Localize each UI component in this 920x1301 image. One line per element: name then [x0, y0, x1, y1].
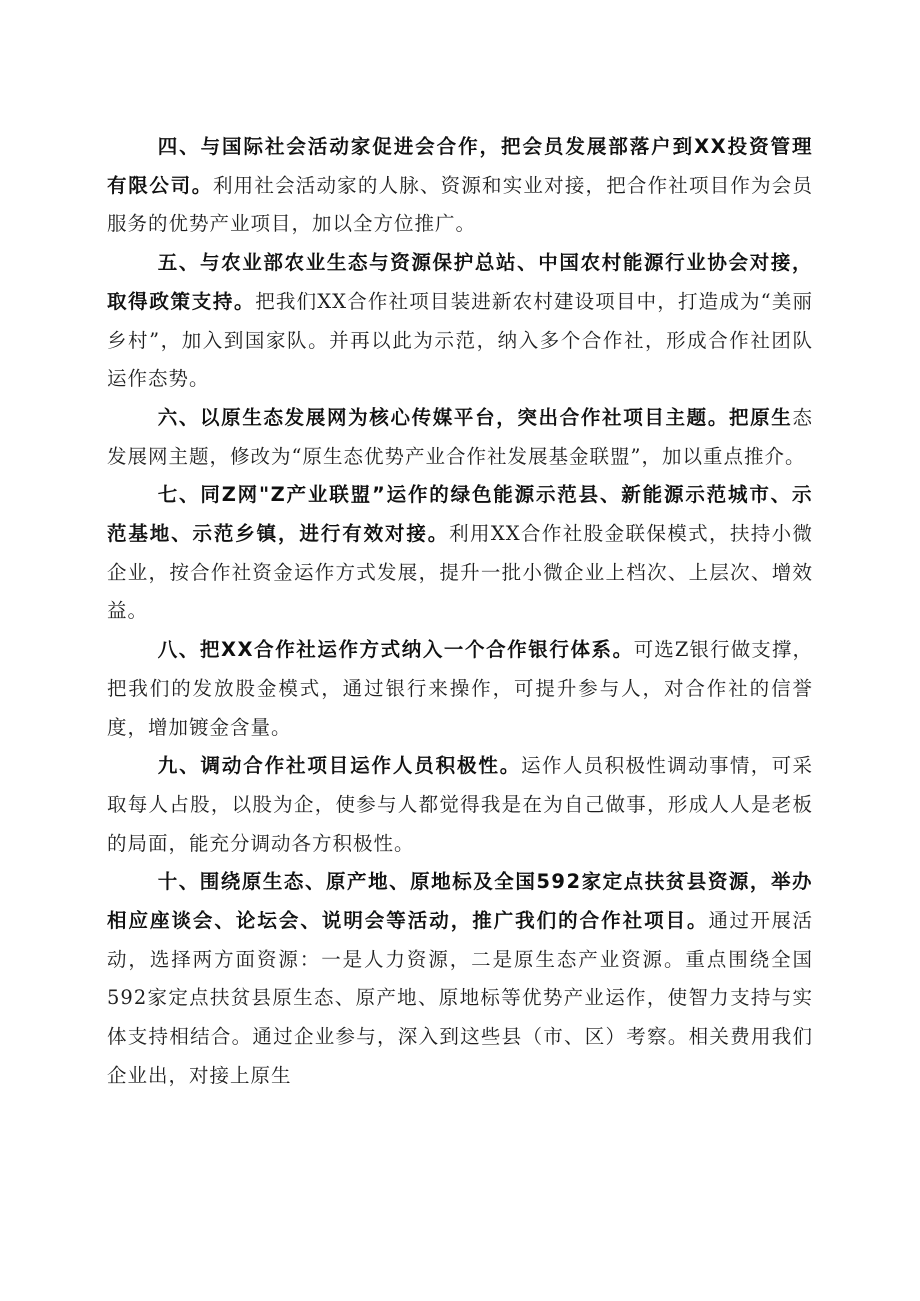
- paragraph-4-text: 利用社会活动家的人脉、资源和实业对接，把合作社项目作为会员服务的优势产业项目，加以全方位推广。: [107, 173, 813, 236]
- paragraph-10-text: 通过开展活动，选择两方面资源：一是人力资源，二是原生态产业资源。重点围绕全国592家定点扶贫县原生态、原产地、原地标等优势产业运作，使智力支持与实体支持相结合。通过企业参与，深入到这些县（市、区）考察。相关费用我们企业出，对接上原生: [107, 909, 813, 1087]
- paragraph-7-text: 利用XX合作社股金联保模式，扶持小微企业，按合作社资金运作方式发展，提升一批小微企业上档次、上层次、增效益。: [107, 522, 813, 623]
- paragraph-9: [107, 747, 813, 863]
- paragraph-6-text: 态发展网主题，修改为“原生态优势产业合作社发展基金联盟”，加以重点推介。: [107, 405, 813, 468]
- paragraph-7-heading: 七、同Z网"Z产业联盟”运作的绿色能源示范县、新能源示范城市、示范基地、示范乡镇，进行有效对接。: [107, 483, 813, 546]
- paragraph-5-text: 把我们XX合作社项目装进新农村建设项目中，打造成为“美丽乡村”，加入到国家队。并再以此为示范，纳入多个合作社，形成合作社团队运作态势。: [107, 289, 813, 391]
- paragraph-10: [107, 863, 813, 1095]
- paragraph-4: [107, 128, 813, 244]
- paragraph-10-heading: 十、围绕原生态、原产地、原地标及全国592家定点扶贫县资源，举办相应座谈会、论坛会、说明会等活动，推广我们的合作社项目。: [107, 870, 813, 933]
- paragraph-7: [107, 476, 813, 631]
- document-body: [107, 128, 813, 1096]
- paragraph-4-heading: 四、与国际社会活动家促进会合作，把会员发展部落户到XX投资管理有限公司。: [107, 135, 813, 197]
- paragraph-6-heading: 六、以原生态发展网为核心传媒平台，突出合作社项目主题。把原生: [157, 405, 793, 429]
- paragraph-8: [107, 631, 813, 747]
- paragraph-9-text: 运作人员积极性调动事情，可采取每人占股，以股为企，使参与人都觉得我是在为自己做事，形成人人是老板的局面，能充分调动各方积极性。: [107, 754, 813, 855]
- paragraph-5: [107, 244, 813, 399]
- paragraph-8-heading: 八、把XX合作社运作方式纳入一个合作银行体系。: [157, 638, 634, 662]
- paragraph-6: [107, 399, 813, 476]
- paragraph-8-text: 可选Z银行做支撑，把我们的发放股金模式，通过银行来操作，可提升参与人，对合作社的信誉度，增加镀金含量。: [107, 638, 813, 739]
- paragraph-9-heading: 九、调动合作社项目运作人员积极性。: [157, 754, 522, 778]
- paragraph-5-heading: 五、与农业部农业生态与资源保护总站、中国农村能源行业协会对接，取得政策支持。: [107, 251, 813, 313]
